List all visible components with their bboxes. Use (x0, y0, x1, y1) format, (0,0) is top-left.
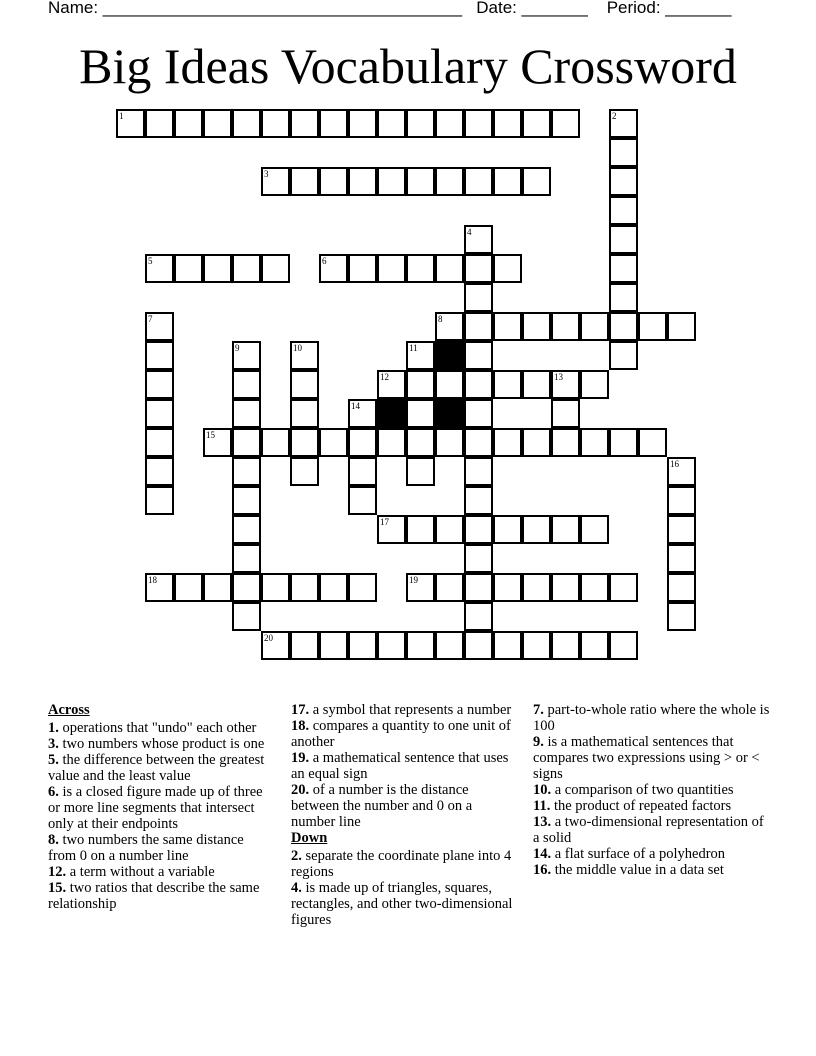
clue-number: 5 (148, 256, 153, 266)
grid-cell[interactable] (319, 109, 348, 138)
grid-cell[interactable] (464, 312, 493, 341)
clue-number: 6 (322, 256, 327, 266)
grid-cell[interactable] (435, 109, 464, 138)
grid-cell[interactable] (348, 167, 377, 196)
grid-cell[interactable] (609, 283, 638, 312)
clue-number: 14 (351, 401, 360, 411)
grid-cell[interactable] (522, 109, 551, 138)
grid-cell[interactable] (522, 631, 551, 660)
grid-cell[interactable] (667, 544, 696, 573)
grid-cell[interactable] (232, 457, 261, 486)
grid-cell[interactable] (464, 486, 493, 515)
grid-cell[interactable] (406, 254, 435, 283)
name-field[interactable]: Name: ______________________________________ (48, 0, 463, 17)
grid-cell[interactable] (203, 573, 232, 602)
clue-down-2: 2. separate the coordinate plane into 4 regions (291, 848, 512, 880)
grid-cell[interactable] (493, 370, 522, 399)
grid-cell[interactable] (232, 515, 261, 544)
clue-down-9: 9. is a mathematical sentences that compares two expressions using > or < signs (533, 734, 760, 782)
black-cell (377, 399, 406, 428)
grid-cell[interactable] (522, 573, 551, 602)
grid-cell[interactable] (464, 167, 493, 196)
grid-cell[interactable] (551, 631, 580, 660)
grid-cell[interactable] (261, 254, 290, 283)
grid-cell[interactable] (145, 573, 174, 602)
clue-number: 4 (467, 227, 472, 237)
grid-cell[interactable] (493, 515, 522, 544)
grid-cell[interactable] (406, 515, 435, 544)
grid-cell[interactable] (580, 312, 609, 341)
grid-cell[interactable] (464, 573, 493, 602)
grid-cell[interactable] (232, 602, 261, 631)
clue-down-11: 11. the product of repeated factors (533, 798, 732, 814)
grid-cell[interactable] (145, 486, 174, 515)
grid-cell[interactable] (522, 428, 551, 457)
grid-cell[interactable] (435, 573, 464, 602)
grid-cell[interactable] (348, 109, 377, 138)
grid-cell[interactable] (116, 109, 145, 138)
grid-cell[interactable] (464, 457, 493, 486)
grid-cell[interactable] (493, 312, 522, 341)
grid-cell[interactable] (406, 631, 435, 660)
clue-across-20: 20. of a number is the distance between the number and 0 on a number line (291, 782, 473, 830)
grid-cell[interactable] (377, 370, 406, 399)
grid-cell[interactable] (609, 573, 638, 602)
grid-cell[interactable] (493, 167, 522, 196)
grid-cell[interactable] (145, 399, 174, 428)
grid-cell[interactable] (348, 631, 377, 660)
clue-number: 19 (409, 575, 418, 585)
clue-across-12: 12. a term without a variable (48, 864, 215, 880)
grid-cell[interactable] (464, 283, 493, 312)
grid-cell[interactable] (464, 225, 493, 254)
grid-cell[interactable] (493, 428, 522, 457)
grid-cell[interactable] (464, 341, 493, 370)
grid-cell[interactable] (406, 428, 435, 457)
grid-cell[interactable] (319, 167, 348, 196)
grid-cell[interactable] (435, 428, 464, 457)
clue-down-13: 13. a two-dimensional representation of a solid (533, 814, 764, 846)
grid-cell[interactable] (551, 370, 580, 399)
grid-cell[interactable] (232, 370, 261, 399)
grid-cell[interactable] (609, 631, 638, 660)
grid-cell[interactable] (464, 370, 493, 399)
grid-cell[interactable] (435, 254, 464, 283)
clue-number: 16 (670, 459, 679, 469)
grid-cell[interactable] (232, 573, 261, 602)
grid-cell[interactable] (232, 399, 261, 428)
grid-cell[interactable] (667, 312, 696, 341)
clue-number: 10 (293, 343, 302, 353)
grid-cell[interactable] (174, 573, 203, 602)
grid-cell[interactable] (319, 428, 348, 457)
black-cell (435, 399, 464, 428)
clue-down-14: 14. a flat surface of a polyhedron (533, 846, 726, 862)
grid-cell[interactable] (319, 573, 348, 602)
grid-cell[interactable] (319, 631, 348, 660)
grid-cell[interactable] (290, 370, 319, 399)
grid-cell[interactable] (377, 167, 406, 196)
grid-cell[interactable] (435, 312, 464, 341)
grid-cell[interactable] (609, 312, 638, 341)
grid-cell[interactable] (319, 254, 348, 283)
grid-cell[interactable] (261, 428, 290, 457)
clue-down-4: 4. is made up of triangles, squares, rectangles, and other two-dimensional figures (291, 880, 513, 928)
grid-cell[interactable] (348, 573, 377, 602)
clue-down-10: 10. a comparison of two quantities (533, 782, 734, 798)
grid-cell[interactable] (493, 573, 522, 602)
grid-cell[interactable] (522, 312, 551, 341)
grid-cell[interactable] (261, 109, 290, 138)
period-field[interactable]: Period: _______ (606, 0, 732, 17)
grid-cell[interactable] (377, 515, 406, 544)
grid-cell[interactable] (435, 167, 464, 196)
clue-across-5: 5. the difference between the greatest value and the least value (48, 752, 265, 784)
grid-cell[interactable] (406, 370, 435, 399)
grid-cell[interactable] (580, 515, 609, 544)
grid-cell[interactable] (580, 631, 609, 660)
grid-cell[interactable] (551, 428, 580, 457)
grid-cell[interactable] (406, 399, 435, 428)
grid-cell[interactable] (609, 341, 638, 370)
grid-cell[interactable] (580, 573, 609, 602)
grid-cell[interactable] (377, 109, 406, 138)
grid-cell[interactable] (551, 399, 580, 428)
grid-cell[interactable] (377, 428, 406, 457)
down-heading: Down (291, 830, 328, 846)
grid-cell[interactable] (464, 631, 493, 660)
grid-cell[interactable] (377, 631, 406, 660)
grid-cell[interactable] (667, 573, 696, 602)
grid-cell[interactable] (203, 254, 232, 283)
grid-cell[interactable] (232, 544, 261, 573)
grid-cell[interactable] (638, 428, 667, 457)
clue-number: 17 (380, 517, 389, 527)
grid-cell[interactable] (145, 109, 174, 138)
grid-cell[interactable] (145, 254, 174, 283)
grid-cell[interactable] (290, 109, 319, 138)
grid-cell[interactable] (464, 515, 493, 544)
grid-cell[interactable] (551, 109, 580, 138)
clue-number: 1 (119, 111, 124, 121)
grid-cell[interactable] (609, 196, 638, 225)
grid-cell[interactable] (261, 167, 290, 196)
grid-cell[interactable] (290, 631, 319, 660)
grid-cell[interactable] (638, 312, 667, 341)
grid-cell[interactable] (232, 254, 261, 283)
grid-cell[interactable] (522, 167, 551, 196)
clue-number: 9 (235, 343, 240, 353)
clue-number: 8 (438, 314, 443, 324)
grid-cell[interactable] (609, 138, 638, 167)
grid-cell[interactable] (609, 109, 638, 138)
grid-cell[interactable] (493, 631, 522, 660)
date-field[interactable]: Date: _______ (476, 0, 588, 17)
worksheet-header (48, 0, 731, 18)
clue-number: 7 (148, 314, 153, 324)
grid-cell[interactable] (348, 428, 377, 457)
grid-cell[interactable] (464, 428, 493, 457)
grid-cell[interactable] (406, 167, 435, 196)
grid-cell[interactable] (145, 428, 174, 457)
grid-cell[interactable] (145, 312, 174, 341)
grid-cell[interactable] (609, 428, 638, 457)
grid-cell[interactable] (232, 486, 261, 515)
grid-cell[interactable] (493, 109, 522, 138)
clue-across-17: 17. a symbol that represents a number (291, 702, 512, 718)
grid-cell[interactable] (174, 254, 203, 283)
clue-number: 18 (148, 575, 157, 585)
clues-column-3 (533, 702, 773, 878)
clues-column-2 (291, 702, 516, 928)
clue-number: 12 (380, 372, 389, 382)
clue-across-15: 15. two ratios that describe the same relationship (48, 880, 260, 912)
grid-cell[interactable] (290, 457, 319, 486)
clue-number: 15 (206, 430, 215, 440)
clue-across-19: 19. a mathematical sentence that uses an equal sign (291, 750, 509, 782)
grid-cell[interactable] (464, 602, 493, 631)
clue-across-8: 8. two numbers the same distance from 0 on a number line (48, 832, 244, 864)
grid-cell[interactable] (232, 341, 261, 370)
grid-cell[interactable] (580, 370, 609, 399)
grid-cell[interactable] (435, 631, 464, 660)
grid-cell[interactable] (261, 573, 290, 602)
grid-cell[interactable] (290, 428, 319, 457)
black-cell (435, 341, 464, 370)
grid-cell[interactable] (667, 486, 696, 515)
grid-cell[interactable] (435, 515, 464, 544)
clues-column-1 (48, 702, 268, 912)
grid-cell[interactable] (290, 399, 319, 428)
grid-cell[interactable] (232, 109, 261, 138)
grid-cell[interactable] (232, 428, 261, 457)
grid-cell[interactable] (609, 167, 638, 196)
grid-cell[interactable] (348, 399, 377, 428)
grid-cell[interactable] (406, 573, 435, 602)
clue-down-7: 7. part-to-whole ratio where the whole is 100 (533, 702, 770, 734)
clue-number: 2 (612, 111, 617, 121)
clue-number: 3 (264, 169, 269, 179)
grid-cell[interactable] (406, 457, 435, 486)
across-heading: Across (48, 702, 90, 718)
grid-cell[interactable] (203, 428, 232, 457)
grid-cell[interactable] (464, 254, 493, 283)
grid-cell[interactable] (551, 515, 580, 544)
grid-cell[interactable] (348, 457, 377, 486)
grid-cell[interactable] (580, 428, 609, 457)
grid-cell[interactable] (522, 515, 551, 544)
grid-cell[interactable] (667, 457, 696, 486)
grid-cell[interactable] (348, 486, 377, 515)
grid-cell[interactable] (261, 631, 290, 660)
grid-cell[interactable] (290, 167, 319, 196)
grid-cell[interactable] (348, 254, 377, 283)
grid-cell[interactable] (145, 370, 174, 399)
grid-cell[interactable] (203, 109, 232, 138)
clue-down-16: 16. the middle value in a data set (533, 862, 724, 878)
grid-cell[interactable] (667, 515, 696, 544)
clue-across-18: 18. compares a quantity to one unit of another (291, 718, 511, 750)
grid-cell[interactable] (551, 573, 580, 602)
grid-cell[interactable] (290, 573, 319, 602)
grid-cell[interactable] (145, 341, 174, 370)
grid-cell[interactable] (464, 109, 493, 138)
clue-across-3: 3. two numbers whose product is one (48, 736, 265, 752)
grid-cell[interactable] (406, 341, 435, 370)
clue-across-1: 1. operations that "undo" each other (48, 720, 257, 736)
grid-cell[interactable] (464, 399, 493, 428)
grid-cell[interactable] (435, 370, 464, 399)
clue-number: 13 (554, 372, 563, 382)
grid-cell[interactable] (290, 341, 319, 370)
grid-cell[interactable] (522, 370, 551, 399)
grid-cell[interactable] (551, 312, 580, 341)
grid-cell[interactable] (145, 457, 174, 486)
clue-number: 11 (409, 343, 418, 353)
clue-number: 20 (264, 633, 273, 643)
grid-cell[interactable] (406, 109, 435, 138)
clue-across-6: 6. is a closed figure made up of three or more line segments that intersect only at their endpoints (48, 784, 263, 832)
grid-cell[interactable] (609, 225, 638, 254)
page-title: Big Ideas Vocabulary Crossword (79, 38, 737, 94)
grid-cell[interactable] (174, 109, 203, 138)
grid-cell[interactable] (493, 254, 522, 283)
grid-cell[interactable] (464, 544, 493, 573)
grid-cell[interactable] (377, 254, 406, 283)
grid-cell[interactable] (609, 254, 638, 283)
grid-cell[interactable] (667, 602, 696, 631)
